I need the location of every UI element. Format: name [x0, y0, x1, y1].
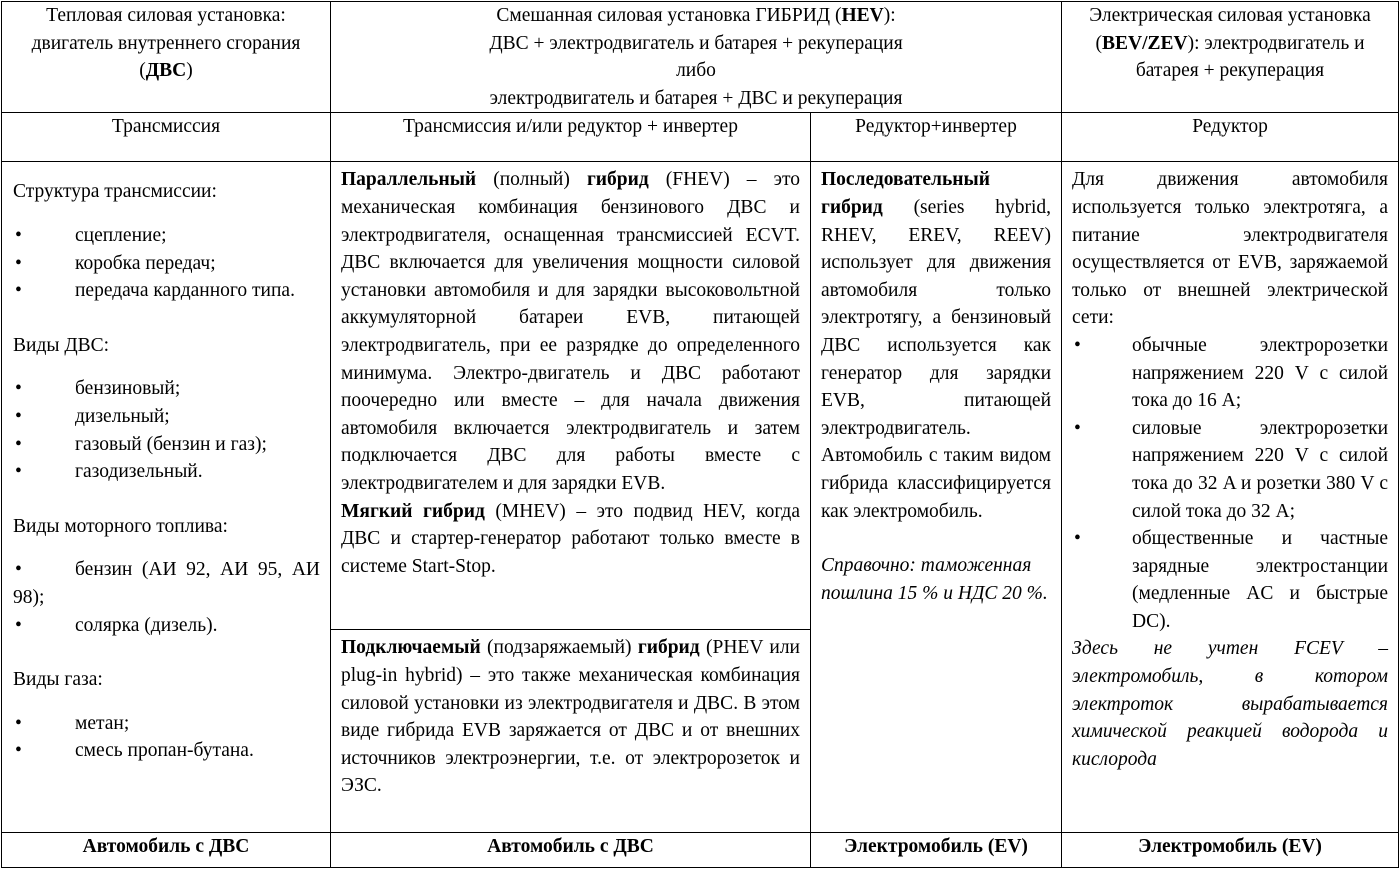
- bullet-icon: •: [15, 224, 22, 246]
- subheader-transmission-reducer: Трансмиссия и/или редуктор + инвертер: [331, 113, 811, 162]
- list-item: • сцепление;: [13, 222, 320, 250]
- list-item: • метан;: [13, 710, 320, 738]
- bullet-icon: •: [15, 712, 22, 734]
- bullet-icon: •: [1074, 417, 1081, 439]
- transmission-title: Структура трансмиссии:: [13, 181, 217, 203]
- plugin-hybrid-block: Подключаемый (подзаряжаемый) гибрид (PHEV или plug-in hybrid) – это также механическая комбинация силовой установки из электродвигателя и ДВС. В этом виде гибрида EVB заряжается от ДВС и от внешних источников электроэнергии, т.е. от электророзеток и ЭЗС.: [341, 637, 800, 797]
- bullet-icon: •: [15, 433, 22, 455]
- parallel-hybrid-block: Параллельный (полный) гибрид (FHEV) – это механическая комбинация бензинового ДВС и электродвигателя, оснащенная трансмиссией ECVT. ДВС включается для увеличения мощности силовой установки автомобиля и для зарядки высоковольтной аккумуляторной батареи EVB, питающей электродвигатель, при ее разрядке до определенного минимума. Электро-двигатель и ДВС работают поочередно или вместе – для начала движения автомобиля включается электродвигатель и затем подключается ДВС для работы вместе с электродвигателем и для зарядки EVB. Мягкий гибрид (MHEV) – это подвид HEV, когда ДВС и стартер-генератор работают только вместе в системе Start-Stop.: [331, 162, 810, 630]
- list-item: • бензин (АИ 92, АИ 95, АИ 98);: [13, 556, 320, 611]
- bullet-icon: •: [15, 252, 22, 274]
- footer-hybrid: Автомобиль с ДВС: [331, 833, 811, 868]
- ev-intro: Для движения автомобиля используется только электротяга, а питание электродвигателя осуществляется от EVB, заряжаемой только от внешней электрической сети:: [1072, 169, 1389, 329]
- subheader-reducer: Редуктор: [1062, 113, 1399, 162]
- header-hybrid: Смешанная силовая установка ГИБРИД (HEV): ДВС + электродвигатель и батарея + рекуперация либо электродвигатель и батарея + ДВС и рекуперация: [331, 2, 1062, 113]
- list-item: • обычные электророзетки напряжением 220 V с силой тока до 16 A;: [1072, 332, 1388, 415]
- hybrid-details-cell: [331, 162, 811, 833]
- fcev-note: Здесь не учтен FCEV – электромобиль, в котором электроток вырабатывается химической реакцией водорода и кислорода: [1072, 638, 1389, 770]
- customs-note: Справочно: таможенная пошлина 15 % и НДС 20 %.: [821, 555, 1048, 604]
- gas-types-title: Виды газа:: [13, 669, 103, 691]
- powertrain-comparison-table: [1, 1, 1399, 868]
- bullet-icon: •: [15, 614, 22, 636]
- bullet-icon: •: [15, 461, 22, 483]
- subheader-transmission: Трансмиссия: [2, 113, 331, 162]
- list-item: • смесь пропан-бутана.: [13, 737, 320, 765]
- bullet-icon: •: [15, 559, 22, 581]
- list-item: • бензиновый;: [13, 375, 320, 403]
- list-item: • общественные и частные зарядные электростанции (медленные AC и быстрые DC).: [1072, 525, 1388, 635]
- list-item: • солярка (дизель).: [13, 612, 320, 640]
- bullet-icon: •: [15, 740, 22, 762]
- bullet-icon: •: [15, 280, 22, 302]
- footer-ev: Электромобиль (EV): [1062, 833, 1399, 868]
- header-ice: Тепловая силовая установка: двигатель внутреннего сгорания (ДВС): [2, 2, 331, 113]
- list-item: • коробка передач;: [13, 250, 320, 278]
- engine-types-title: Виды ДВС:: [13, 334, 110, 356]
- series-hybrid-cell: Последовательный гибрид (series hybrid, RHEV, EREV, REEV) использует для движения автомобиля только электротягу, а бензиновый ДВС используется как генератор для зарядки EVB, питающей электродвигатель. Автомобиль с таким видом гибрида классифицируется как электромобиль. Справочно: таможенная пошлина 15 % и НДС 20 %.: [811, 162, 1062, 833]
- ev-details-cell: [1062, 162, 1399, 833]
- subheader-reducer-inverter: Редуктор+инвертер: [811, 113, 1062, 162]
- fuel-types-title: Виды моторного топлива:: [13, 515, 228, 537]
- list-item: • дизельный;: [13, 403, 320, 431]
- body-row: [2, 162, 1399, 833]
- list-item: • газовый (бензин и газ);: [13, 431, 320, 459]
- header-row: [2, 2, 1399, 113]
- list-item: • передача карданного типа.: [13, 277, 320, 305]
- bullet-icon: •: [15, 405, 22, 427]
- bullet-icon: •: [1074, 334, 1081, 356]
- bullet-icon: •: [15, 378, 22, 400]
- bullet-icon: •: [1074, 528, 1081, 550]
- header-ev: Электрическая силовая установка (BEV/ZEV): электродвигатель и батарея + рекуперация: [1062, 2, 1399, 113]
- ice-details-cell: [2, 162, 331, 833]
- list-item: • газодизельный.: [13, 458, 320, 486]
- footer-row: [2, 833, 1399, 868]
- list-item: • силовые электророзетки напряжением 220 V с силой тока до 32 A и розетки 380 V с силой тока до 32 A;: [1072, 415, 1388, 525]
- subheader-row: [2, 113, 1399, 162]
- footer-ice: Автомобиль с ДВС: [2, 833, 331, 868]
- footer-series: Электромобиль (EV): [811, 833, 1062, 868]
